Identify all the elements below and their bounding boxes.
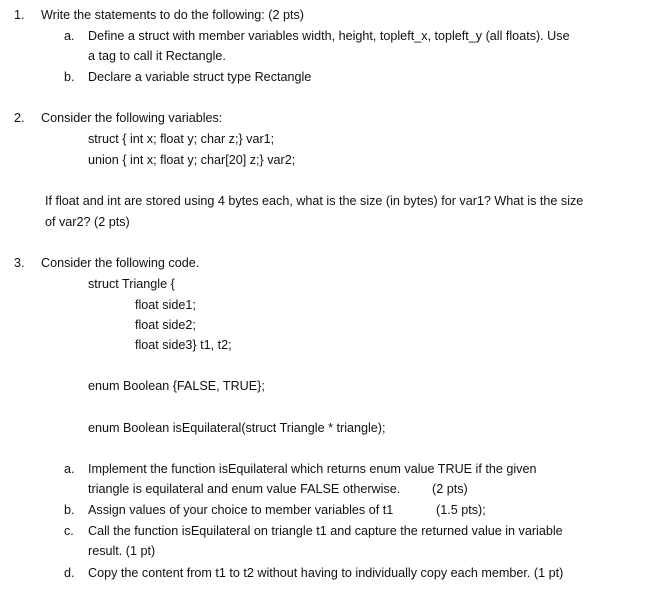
part-text-line: Call the function isEquilateral on triangle t1 and capture the returned value in variable (88, 524, 563, 538)
part-points: (1.5 pts); (436, 503, 486, 517)
part-text-line: a tag to call it Rectangle. (88, 49, 226, 63)
part-text-line: triangle is equilateral and enum value FALSE otherwise. (88, 482, 401, 496)
part-text-line: Implement the function isEquilateral which returns enum value TRUE if the given (88, 462, 537, 476)
code-line: float side1; (135, 298, 196, 312)
code-line: enum Boolean isEquilateral(struct Triangle * triangle); (88, 421, 386, 435)
question-text: Consider the following variables: (41, 111, 223, 125)
part-text-line: Copy the content from t1 to t2 without having to individually copy each member. (1 pt) (88, 566, 564, 580)
part-label: b. (64, 70, 75, 84)
part-text-line: Declare a variable struct type Rectangle (88, 70, 312, 84)
part-text-line: Define a struct with member variables width, height, topleft_x, topleft_y (all floats). Use (88, 29, 570, 43)
question-text: Consider the following code. (41, 256, 200, 270)
part-points: (2 pts) (432, 482, 468, 496)
code-line: union { int x; float y; char[20] z;} var2; (88, 153, 296, 167)
part-text-line: result. (1 pt) (88, 544, 156, 558)
question-number: 1. (14, 8, 25, 22)
question-number: 2. (14, 111, 25, 125)
question-text-line: of var2? (2 pts) (45, 215, 130, 229)
question-text-line: If float and int are stored using 4 bytes each, what is the size (in bytes) for var1? What is the size (45, 194, 584, 208)
code-line: float side2; (135, 318, 196, 332)
part-label: b. (64, 503, 75, 517)
code-line: struct { int x; float y; char z;} var1; (88, 132, 275, 146)
code-line: struct Triangle { (88, 277, 175, 291)
part-label: a. (64, 29, 75, 43)
question-number: 3. (14, 256, 25, 270)
part-label: c. (64, 524, 74, 538)
question-text: Write the statements to do the following: (2 pts) (41, 8, 304, 22)
code-line: enum Boolean {FALSE, TRUE}; (88, 379, 265, 393)
part-text-line: Assign values of your choice to member variables of t1 (88, 503, 394, 517)
part-label: d. (64, 566, 75, 580)
code-line: float side3} t1, t2; (135, 338, 232, 352)
part-label: a. (64, 462, 75, 476)
